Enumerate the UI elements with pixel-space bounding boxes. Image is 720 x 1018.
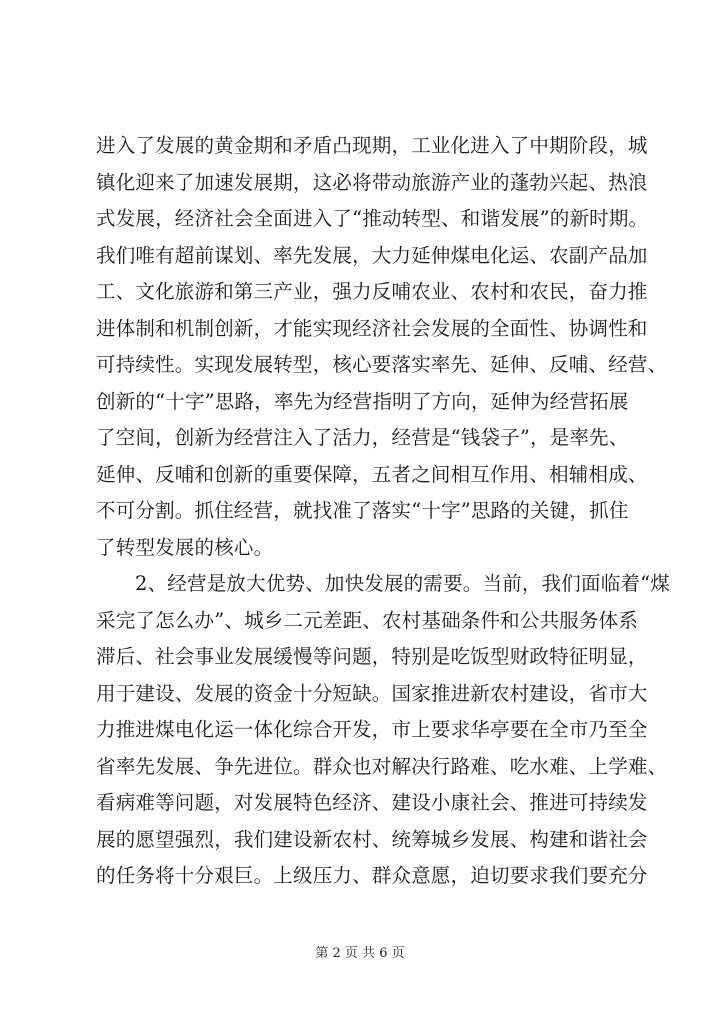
text-line: 看病难等问题，对发展特色经济、建设小康社会、推进可持续发 <box>96 791 648 814</box>
text-line: 镇化迎来了加速发展期，这必将带动旅游产业的蓬勃兴起、热浪 <box>96 170 648 194</box>
text-line: 力推进煤电化运一体化综合开发，市上要求华亭要在全市乃至全 <box>96 718 648 741</box>
page-number-footer: 第 2 页 共 6 页 <box>315 946 405 961</box>
text-line: 展的愿望强烈，我们建设新农村、统筹城乡发展、构建和谐社会 <box>96 827 648 851</box>
text-line: 我们唯有超前谋划、率先发展，大力延伸煤电化运、农副产品加 <box>96 243 648 267</box>
text-line: 可持续性。实现发展转型，核心要落实率先、延伸、反哺、经营、 <box>96 353 668 376</box>
text-line: 不可分割。抓住经营，就找准了落实“十字”思路的关键，抓住 <box>96 499 629 522</box>
paragraph-start-line: 2、经营是放大优势、加快发展的需要。当前，我们面临着“煤 <box>135 572 670 595</box>
text-line: 式发展，经济社会全面进入了“推动转型、和谐发展”的新时期。 <box>96 207 649 230</box>
text-line: 工、文化旅游和第三产业，强力反哺农业、农村和农民，奋力推 <box>96 280 648 303</box>
text-line: 创新的“十字”思路，率先为经营指明了方向，延伸为经营拓展 <box>96 389 629 413</box>
text-line: 延伸、反哺和创新的重要保障，五者之间相互作用、相辅相成、 <box>96 462 648 486</box>
text-line: 了转型发展的核心。 <box>96 535 274 559</box>
body-text <box>96 128 670 895</box>
text-line: 进入了发展的黄金期和矛盾凸现期，工业化进入了中期阶段，城 <box>96 134 648 157</box>
text-line: 进体制和机制创新，才能实现经济社会发展的全面性、协调性和 <box>96 316 648 340</box>
text-line: 用于建设、发展的资金十分短缺。国家推进新农村建设，省市大 <box>96 681 648 705</box>
text-line: 滞后、社会事业发展缓慢等问题，特别是吃饭型财政特征明显， <box>96 645 648 668</box>
text-line: 了空间，创新为经营注入了活力，经营是“钱袋子”，是率先、 <box>96 426 629 449</box>
text-line: 采完了怎么办”、城乡二元差距、农村基础条件和公共服务体系 <box>96 608 639 632</box>
text-line: 省率先发展、争先进位。群众也对解决行路难、吃水难、上学难、 <box>96 754 668 778</box>
text-line: 的任务将十分艰巨。上级压力、群众意愿，迫切要求我们要充分 <box>96 864 648 887</box>
